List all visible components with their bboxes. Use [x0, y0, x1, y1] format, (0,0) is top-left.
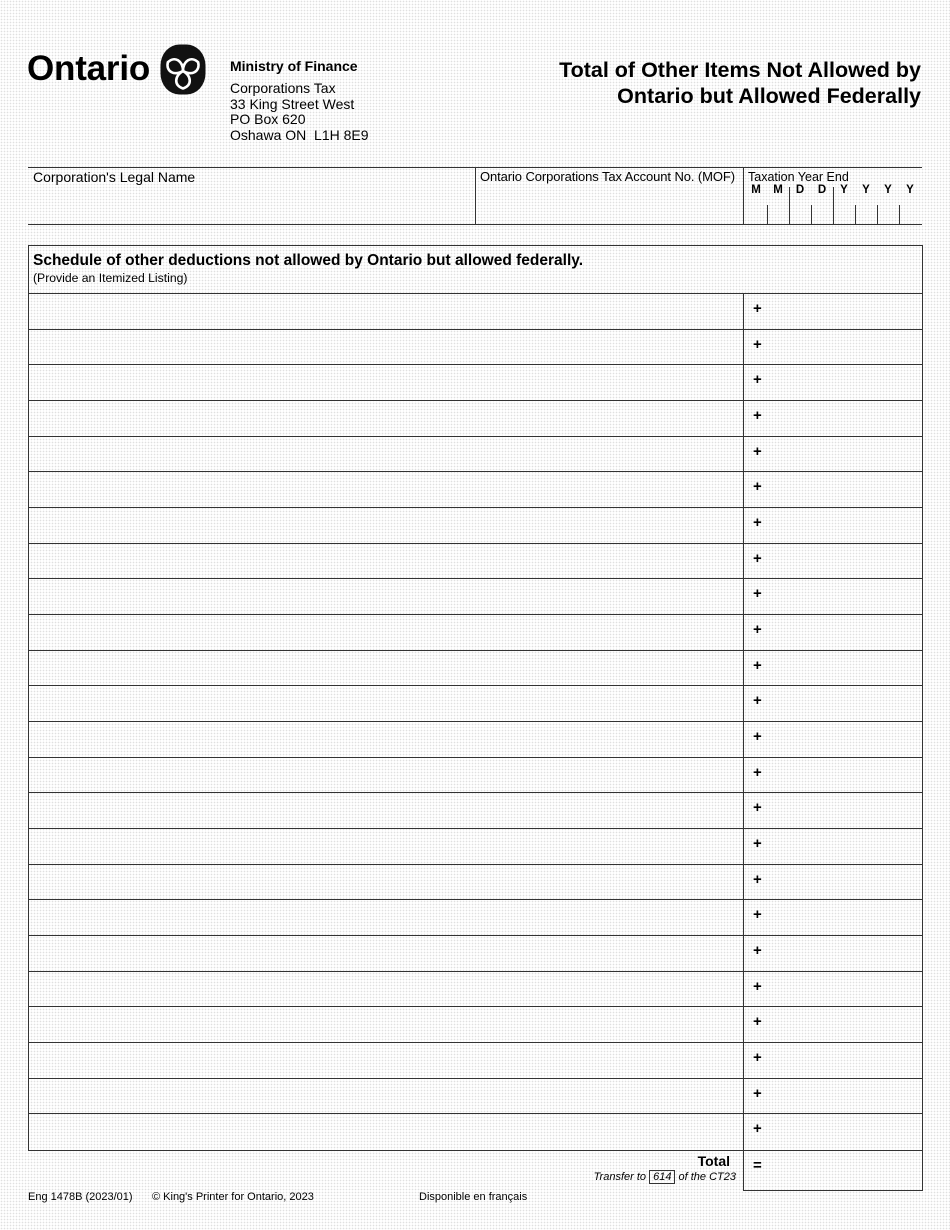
item-amount-input[interactable] — [766, 1043, 922, 1078]
equals-sign: = — [753, 1157, 762, 1174]
item-description-input[interactable] — [29, 1043, 743, 1078]
account-number-label: Ontario Corporations Tax Account No. (MOF) — [480, 169, 735, 184]
plus-sign: + — [753, 1084, 762, 1102]
item-description-input[interactable] — [29, 401, 743, 436]
year-digit-input[interactable] — [900, 198, 921, 224]
schedule-row-14 — [29, 758, 922, 794]
item-amount-cell — [743, 1007, 922, 1042]
item-description-cell — [29, 615, 743, 650]
plus-sign: + — [753, 1120, 762, 1138]
item-amount-input[interactable] — [766, 865, 922, 900]
item-amount-cell — [743, 1079, 922, 1114]
item-description-input[interactable] — [29, 615, 743, 650]
year-format-letter: Y — [840, 184, 848, 196]
item-description-cell — [29, 1079, 743, 1114]
item-amount-cell — [743, 365, 922, 400]
item-amount-input[interactable] — [766, 686, 922, 721]
item-amount-input[interactable] — [766, 722, 922, 757]
schedule-row-10 — [29, 615, 922, 651]
schedule-row-5 — [29, 437, 922, 473]
item-amount-cell — [743, 1043, 922, 1078]
item-description-input[interactable] — [29, 579, 743, 614]
legal-name-cell — [28, 168, 475, 224]
item-description-cell — [29, 936, 743, 971]
address-line: 33 King Street West — [230, 95, 355, 112]
schedule-row-4 — [29, 401, 922, 437]
item-description-cell — [29, 330, 743, 365]
item-amount-cell — [743, 829, 922, 864]
schedule-row-8 — [29, 544, 922, 580]
mailing-address — [230, 81, 369, 143]
item-amount-input[interactable] — [766, 330, 922, 365]
item-description-cell — [29, 829, 743, 864]
schedule-row-1 — [29, 294, 922, 330]
item-amount-input[interactable] — [766, 579, 922, 614]
item-amount-input[interactable] — [766, 1079, 922, 1114]
total-amount-input[interactable] — [766, 1151, 922, 1190]
item-description-input[interactable] — [29, 900, 743, 935]
item-description-input[interactable] — [29, 651, 743, 686]
item-description-cell — [29, 579, 743, 614]
item-description-input[interactable] — [29, 758, 743, 793]
item-description-input[interactable] — [29, 829, 743, 864]
item-description-input[interactable] — [29, 294, 743, 329]
legal-name-input[interactable] — [32, 187, 471, 221]
form-number: Eng 1478B (2023/01) — [28, 1191, 133, 1203]
schedule-row-11 — [29, 651, 922, 687]
plus-sign: + — [753, 1049, 762, 1066]
item-description-input[interactable] — [29, 722, 743, 757]
schedule-row-16 — [29, 829, 922, 865]
year-digit-input[interactable] — [856, 198, 877, 224]
item-amount-cell — [743, 651, 922, 686]
item-amount-input[interactable] — [766, 472, 922, 507]
plus-sign: + — [753, 692, 762, 710]
year-format-letter: Y — [862, 184, 870, 196]
item-description-cell — [29, 1114, 743, 1150]
item-amount-input[interactable] — [766, 1114, 922, 1150]
item-description-cell — [29, 793, 743, 828]
schedule-row-23 — [29, 1079, 922, 1115]
title-line: Ontario but Allowed Federally — [617, 84, 921, 108]
item-amount-input[interactable] — [766, 437, 922, 472]
day-digit-input[interactable] — [790, 198, 811, 224]
item-amount-cell — [743, 936, 922, 971]
item-description-cell — [29, 401, 743, 436]
item-amount-cell — [743, 722, 922, 757]
address-line: PO Box 620 — [230, 111, 306, 127]
item-amount-input[interactable] — [766, 401, 922, 436]
item-description-input[interactable] — [29, 936, 743, 971]
item-amount-input[interactable] — [766, 972, 922, 1007]
item-description-cell — [29, 1043, 743, 1078]
address-line: Oshawa ON L1H 8E9 — [230, 126, 369, 143]
item-description-cell — [29, 1007, 743, 1042]
legal-name-label: Corporation's Legal Name — [33, 169, 196, 185]
item-amount-input[interactable] — [766, 793, 922, 828]
item-description-input[interactable] — [29, 1079, 743, 1114]
schedule-subheading: (Provide an Itemized Listing) — [33, 271, 188, 285]
item-amount-cell — [743, 294, 922, 329]
item-description-input[interactable] — [29, 686, 743, 721]
schedule-table — [28, 245, 923, 1151]
item-description-cell — [29, 758, 743, 793]
total-label: Total — [697, 1153, 730, 1169]
plus-sign: + — [753, 942, 762, 959]
trillium-icon — [160, 44, 206, 95]
month-digit-input[interactable] — [745, 198, 766, 224]
plus-sign: + — [753, 442, 762, 460]
identification-box — [28, 167, 922, 225]
schedule-row-19 — [29, 936, 922, 972]
plus-sign: + — [753, 478, 762, 496]
item-description-cell — [29, 437, 743, 472]
schedule-row-6 — [29, 472, 922, 508]
transfer-note — [594, 1170, 736, 1184]
plus-sign: + — [753, 870, 762, 888]
plus-sign: + — [753, 585, 762, 603]
plus-sign: + — [753, 977, 762, 995]
item-amount-input[interactable] — [766, 829, 922, 864]
item-amount-cell — [743, 758, 922, 793]
day-format-letter: D — [817, 184, 827, 196]
form-title — [559, 57, 921, 109]
item-description-input[interactable] — [29, 330, 743, 365]
ministry-name: Ministry of Finance — [230, 58, 358, 74]
schedule-row-20 — [29, 972, 922, 1008]
plus-sign: + — [753, 300, 762, 317]
year-format-letter: Y — [906, 184, 914, 196]
item-description-cell — [29, 972, 743, 1007]
item-amount-cell — [743, 472, 922, 507]
plus-sign: + — [753, 799, 762, 817]
item-amount-input[interactable] — [766, 1007, 922, 1042]
item-description-cell — [29, 900, 743, 935]
item-amount-input[interactable] — [766, 900, 922, 935]
year-format-letter: Y — [884, 184, 892, 196]
item-amount-input[interactable] — [766, 651, 922, 686]
item-description-input[interactable] — [29, 972, 743, 1007]
schedule-heading: Schedule of other deductions not allowed by Ontario but allowed federally. — [33, 252, 584, 269]
day-digit-input[interactable] — [812, 198, 833, 224]
schedule-row-13 — [29, 722, 922, 758]
schedule-row-21 — [29, 1007, 922, 1043]
item-description-input[interactable] — [29, 1007, 743, 1042]
year-digit-input[interactable] — [878, 198, 899, 224]
account-number-cell — [475, 168, 743, 224]
total-amount-cell — [743, 1151, 923, 1191]
item-amount-cell — [743, 1114, 922, 1150]
schedule-row-9 — [29, 579, 922, 615]
item-description-cell — [29, 508, 743, 543]
plus-sign: + — [753, 656, 762, 674]
logo-wordmark: Ontario — [27, 49, 151, 88]
address-line: Corporations Tax — [230, 80, 336, 96]
item-amount-cell — [743, 972, 922, 1007]
item-description-input[interactable] — [29, 472, 743, 507]
month-format-letter: M — [751, 184, 761, 196]
plus-sign: + — [753, 835, 762, 852]
item-description-cell — [29, 722, 743, 757]
item-description-input[interactable] — [29, 865, 743, 900]
item-amount-cell — [743, 579, 922, 614]
transfer-suffix: of the CT23 — [678, 1171, 736, 1183]
item-amount-input[interactable] — [766, 294, 922, 329]
plus-sign: + — [753, 621, 762, 638]
item-description-input[interactable] — [29, 437, 743, 472]
item-amount-cell — [743, 686, 922, 721]
month-digit-input[interactable] — [768, 198, 789, 224]
item-description-input[interactable] — [29, 1114, 743, 1150]
plus-sign: + — [753, 371, 762, 389]
item-description-input[interactable] — [29, 544, 743, 579]
item-amount-cell — [743, 330, 922, 365]
item-amount-input[interactable] — [766, 544, 922, 579]
item-amount-input[interactable] — [766, 615, 922, 650]
month-format-letter: M — [773, 184, 783, 196]
account-number-input[interactable] — [480, 187, 739, 221]
item-amount-cell — [743, 437, 922, 472]
item-amount-cell — [743, 900, 922, 935]
title-line: Total of Other Items Not Allowed by — [559, 58, 921, 82]
item-amount-cell — [743, 865, 922, 900]
schedule-row-18 — [29, 900, 922, 936]
schedule-row-17 — [29, 865, 922, 901]
plus-sign: + — [753, 549, 762, 567]
schedule-row-22 — [29, 1043, 922, 1079]
item-description-input[interactable] — [29, 508, 743, 543]
plus-sign: + — [753, 514, 762, 531]
item-amount-input[interactable] — [766, 936, 922, 971]
schedule-header — [29, 246, 922, 294]
item-description-cell — [29, 294, 743, 329]
item-amount-cell — [743, 615, 922, 650]
year-end-label: Taxation Year End — [748, 170, 849, 184]
schedule-row-24 — [29, 1114, 922, 1150]
item-amount-cell — [743, 508, 922, 543]
item-description-input[interactable] — [29, 365, 743, 400]
item-amount-input[interactable] — [766, 508, 922, 543]
item-description-cell — [29, 544, 743, 579]
item-description-cell — [29, 365, 743, 400]
item-amount-input[interactable] — [766, 758, 922, 793]
schedule-row-12 — [29, 686, 922, 722]
year-digit-input[interactable] — [834, 198, 855, 224]
transfer-prefix: Transfer to — [593, 1171, 647, 1183]
copyright-notice: © King's Printer for Ontario, 2023 — [152, 1191, 314, 1203]
year-end-cell — [743, 168, 922, 224]
transfer-line-number: 614 — [649, 1170, 675, 1184]
item-description-input[interactable] — [29, 793, 743, 828]
plus-sign: + — [753, 906, 762, 924]
plus-sign: + — [753, 763, 762, 781]
item-amount-cell — [743, 544, 922, 579]
item-amount-input[interactable] — [766, 365, 922, 400]
schedule-rows — [29, 294, 922, 1150]
item-amount-cell — [743, 793, 922, 828]
item-description-cell — [29, 651, 743, 686]
plus-sign: + — [753, 407, 762, 424]
item-amount-cell — [743, 401, 922, 436]
ontario-logo — [27, 44, 207, 96]
day-format-letter: D — [795, 184, 805, 196]
item-description-cell — [29, 865, 743, 900]
item-description-cell — [29, 472, 743, 507]
schedule-row-7 — [29, 508, 922, 544]
item-description-cell — [29, 686, 743, 721]
plus-sign: + — [753, 1013, 762, 1031]
language-note: Disponible en français — [419, 1191, 528, 1203]
schedule-row-3 — [29, 365, 922, 401]
plus-sign: + — [753, 728, 762, 745]
schedule-row-2 — [29, 330, 922, 366]
schedule-row-15 — [29, 793, 922, 829]
plus-sign: + — [753, 335, 762, 353]
